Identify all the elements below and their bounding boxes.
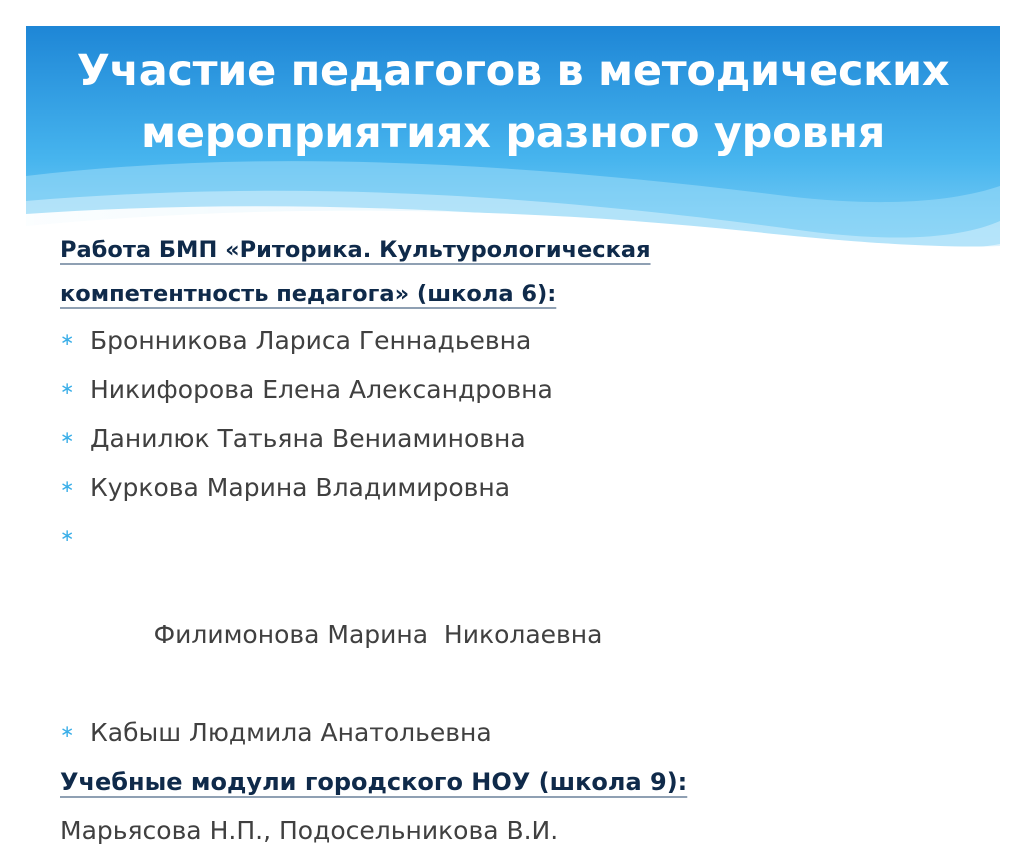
members-list	[60, 316, 960, 757]
member-name: Данилюк Татьяна Вениаминовна	[90, 424, 526, 453]
list-item	[60, 463, 960, 512]
section2-text: Марьясова Н.П., Подосельникова В.И.	[60, 816, 559, 845]
list-item	[60, 512, 960, 708]
asterisk-icon: ∗	[60, 330, 75, 350]
page-title	[26, 40, 1000, 164]
slide-content	[60, 228, 960, 855]
asterisk-icon: ∗	[60, 379, 75, 399]
member-name: Филимонова Марина Николаевна	[153, 620, 603, 649]
section1-heading-line-2: компетентность педагога» (школа 6):	[60, 281, 557, 307]
asterisk-icon: ∗	[60, 477, 75, 497]
asterisk-icon: ∗	[60, 722, 75, 742]
section2-heading-text: Учебные модули городского НОУ (школа 9):	[60, 768, 688, 796]
title-line-2: мероприятиях разного уровня	[140, 108, 886, 158]
title-line-1: Участие педагогов в методических	[76, 46, 950, 96]
member-name: Бронникова Лариса Геннадьевна	[90, 326, 532, 355]
member-name: Куркова Марина Владимировна	[90, 473, 511, 502]
asterisk-icon: ∗	[60, 526, 75, 546]
member-name: Кабыш Людмила Анатольевна	[90, 718, 492, 747]
list-item	[60, 316, 960, 365]
list-item	[60, 414, 960, 463]
list-item	[60, 365, 960, 414]
section2-heading	[60, 757, 960, 807]
section1-heading-line-1: Работа БМП «Риторика. Культурологическая	[60, 237, 651, 263]
list-item	[60, 708, 960, 757]
member-name: Никифорова Елена Александровна	[90, 375, 553, 404]
section1-heading	[60, 228, 960, 316]
asterisk-icon: ∗	[60, 428, 75, 448]
